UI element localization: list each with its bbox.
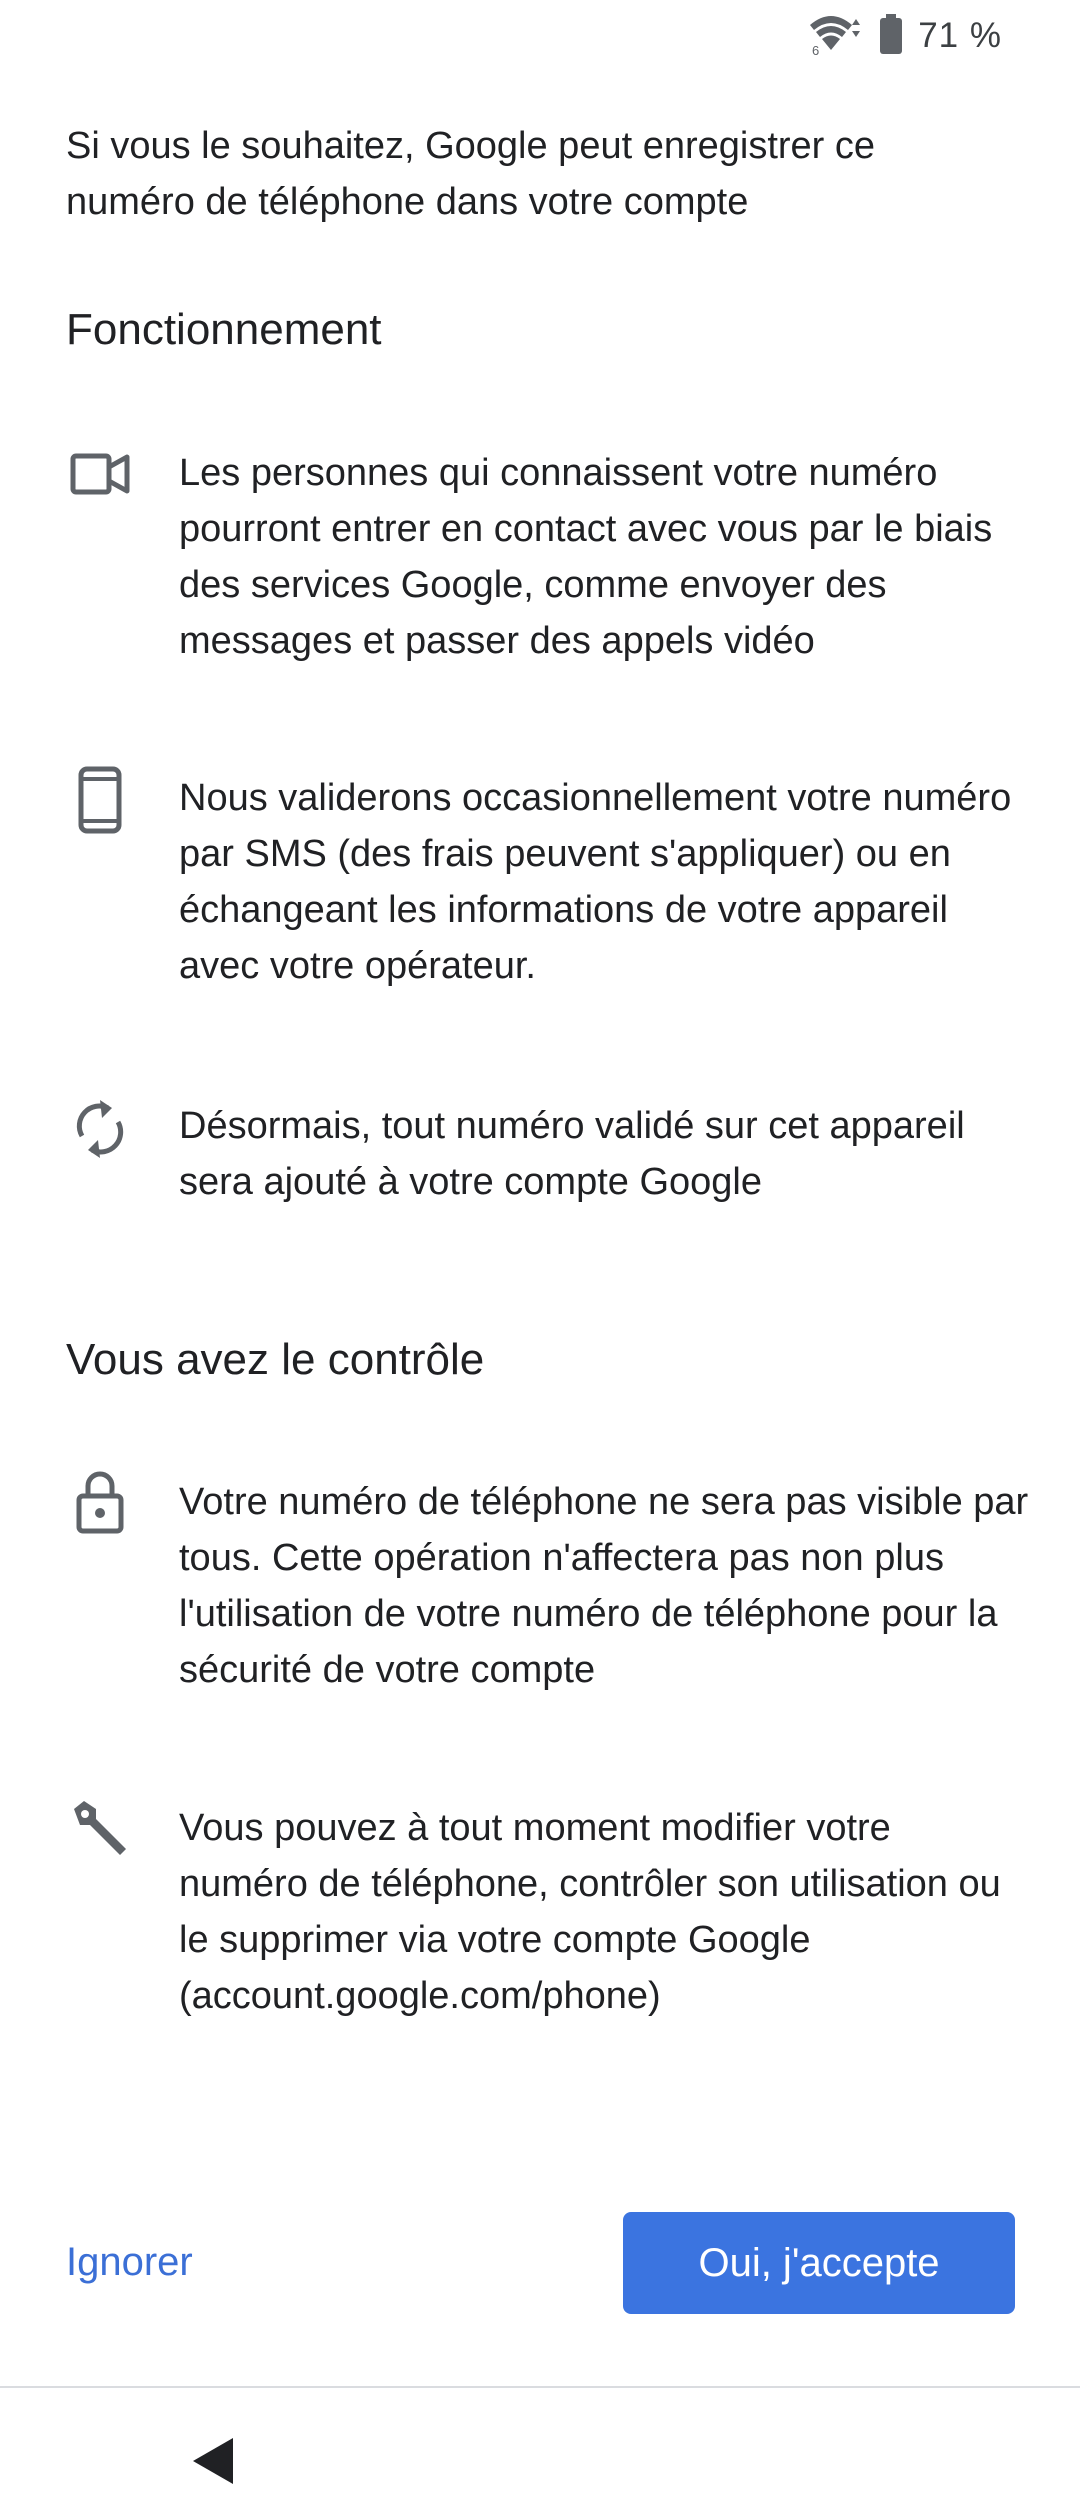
status-icons <box>806 12 1002 60</box>
svg-text:6: 6 <box>812 42 820 57</box>
section-title-control: Vous avez le contrôle <box>66 1335 485 1384</box>
wrench-icon <box>66 1795 134 1863</box>
control-item-2-text: Vous pouvez à tout moment modifier votre numéro de téléphone, contrôler son utilisation ou le supprimer via votre compte Google (account.google.com/phone) <box>179 1807 1001 2017</box>
how-it-works-item-3-text: Désormais, tout numéro validé sur cet appareil sera ajouté à votre compte Google <box>179 1105 965 1203</box>
phone-icon <box>66 766 134 834</box>
battery-percent: 71 % <box>918 16 1002 55</box>
intro-text: Si vous le souhaitez, Google peut enregistrer ce numéro de téléphone dans votre compte <box>66 125 876 223</box>
how-it-works-item-2-text: Nous validerons occasionnellement votre numéro par SMS (des frais peuvent s'appliquer) ou en échangeant les informations de votre appareil avec votre opérateur. <box>179 777 1012 987</box>
sync-icon <box>66 1095 134 1163</box>
skip-button[interactable]: Ignorer <box>66 2212 193 2312</box>
section-title-how-it-works: Fonctionnement <box>66 305 382 354</box>
lock-icon <box>66 1468 134 1536</box>
how-it-works-item-1-text: Les personnes qui connaissent votre numéro pourront entrer en contact avec vous par le biais des services Google, comme envoyer des messages et passer des appels vidéo <box>179 452 993 662</box>
battery-icon <box>878 13 904 60</box>
accept-button[interactable]: Oui, j'accepte <box>623 2212 1015 2314</box>
back-triangle-icon[interactable] <box>182 2426 242 2496</box>
status-bar <box>0 0 1080 70</box>
wifi-icon <box>806 11 864 62</box>
video-camera-icon <box>66 440 134 508</box>
navigation-bar <box>0 2388 1080 2520</box>
control-item-1-text: Votre numéro de téléphone ne sera pas visible par tous. Cette opération n'affectera pas non plus l'utilisation de votre numéro de téléphone pour la sécurité de votre compte <box>179 1481 1029 1691</box>
